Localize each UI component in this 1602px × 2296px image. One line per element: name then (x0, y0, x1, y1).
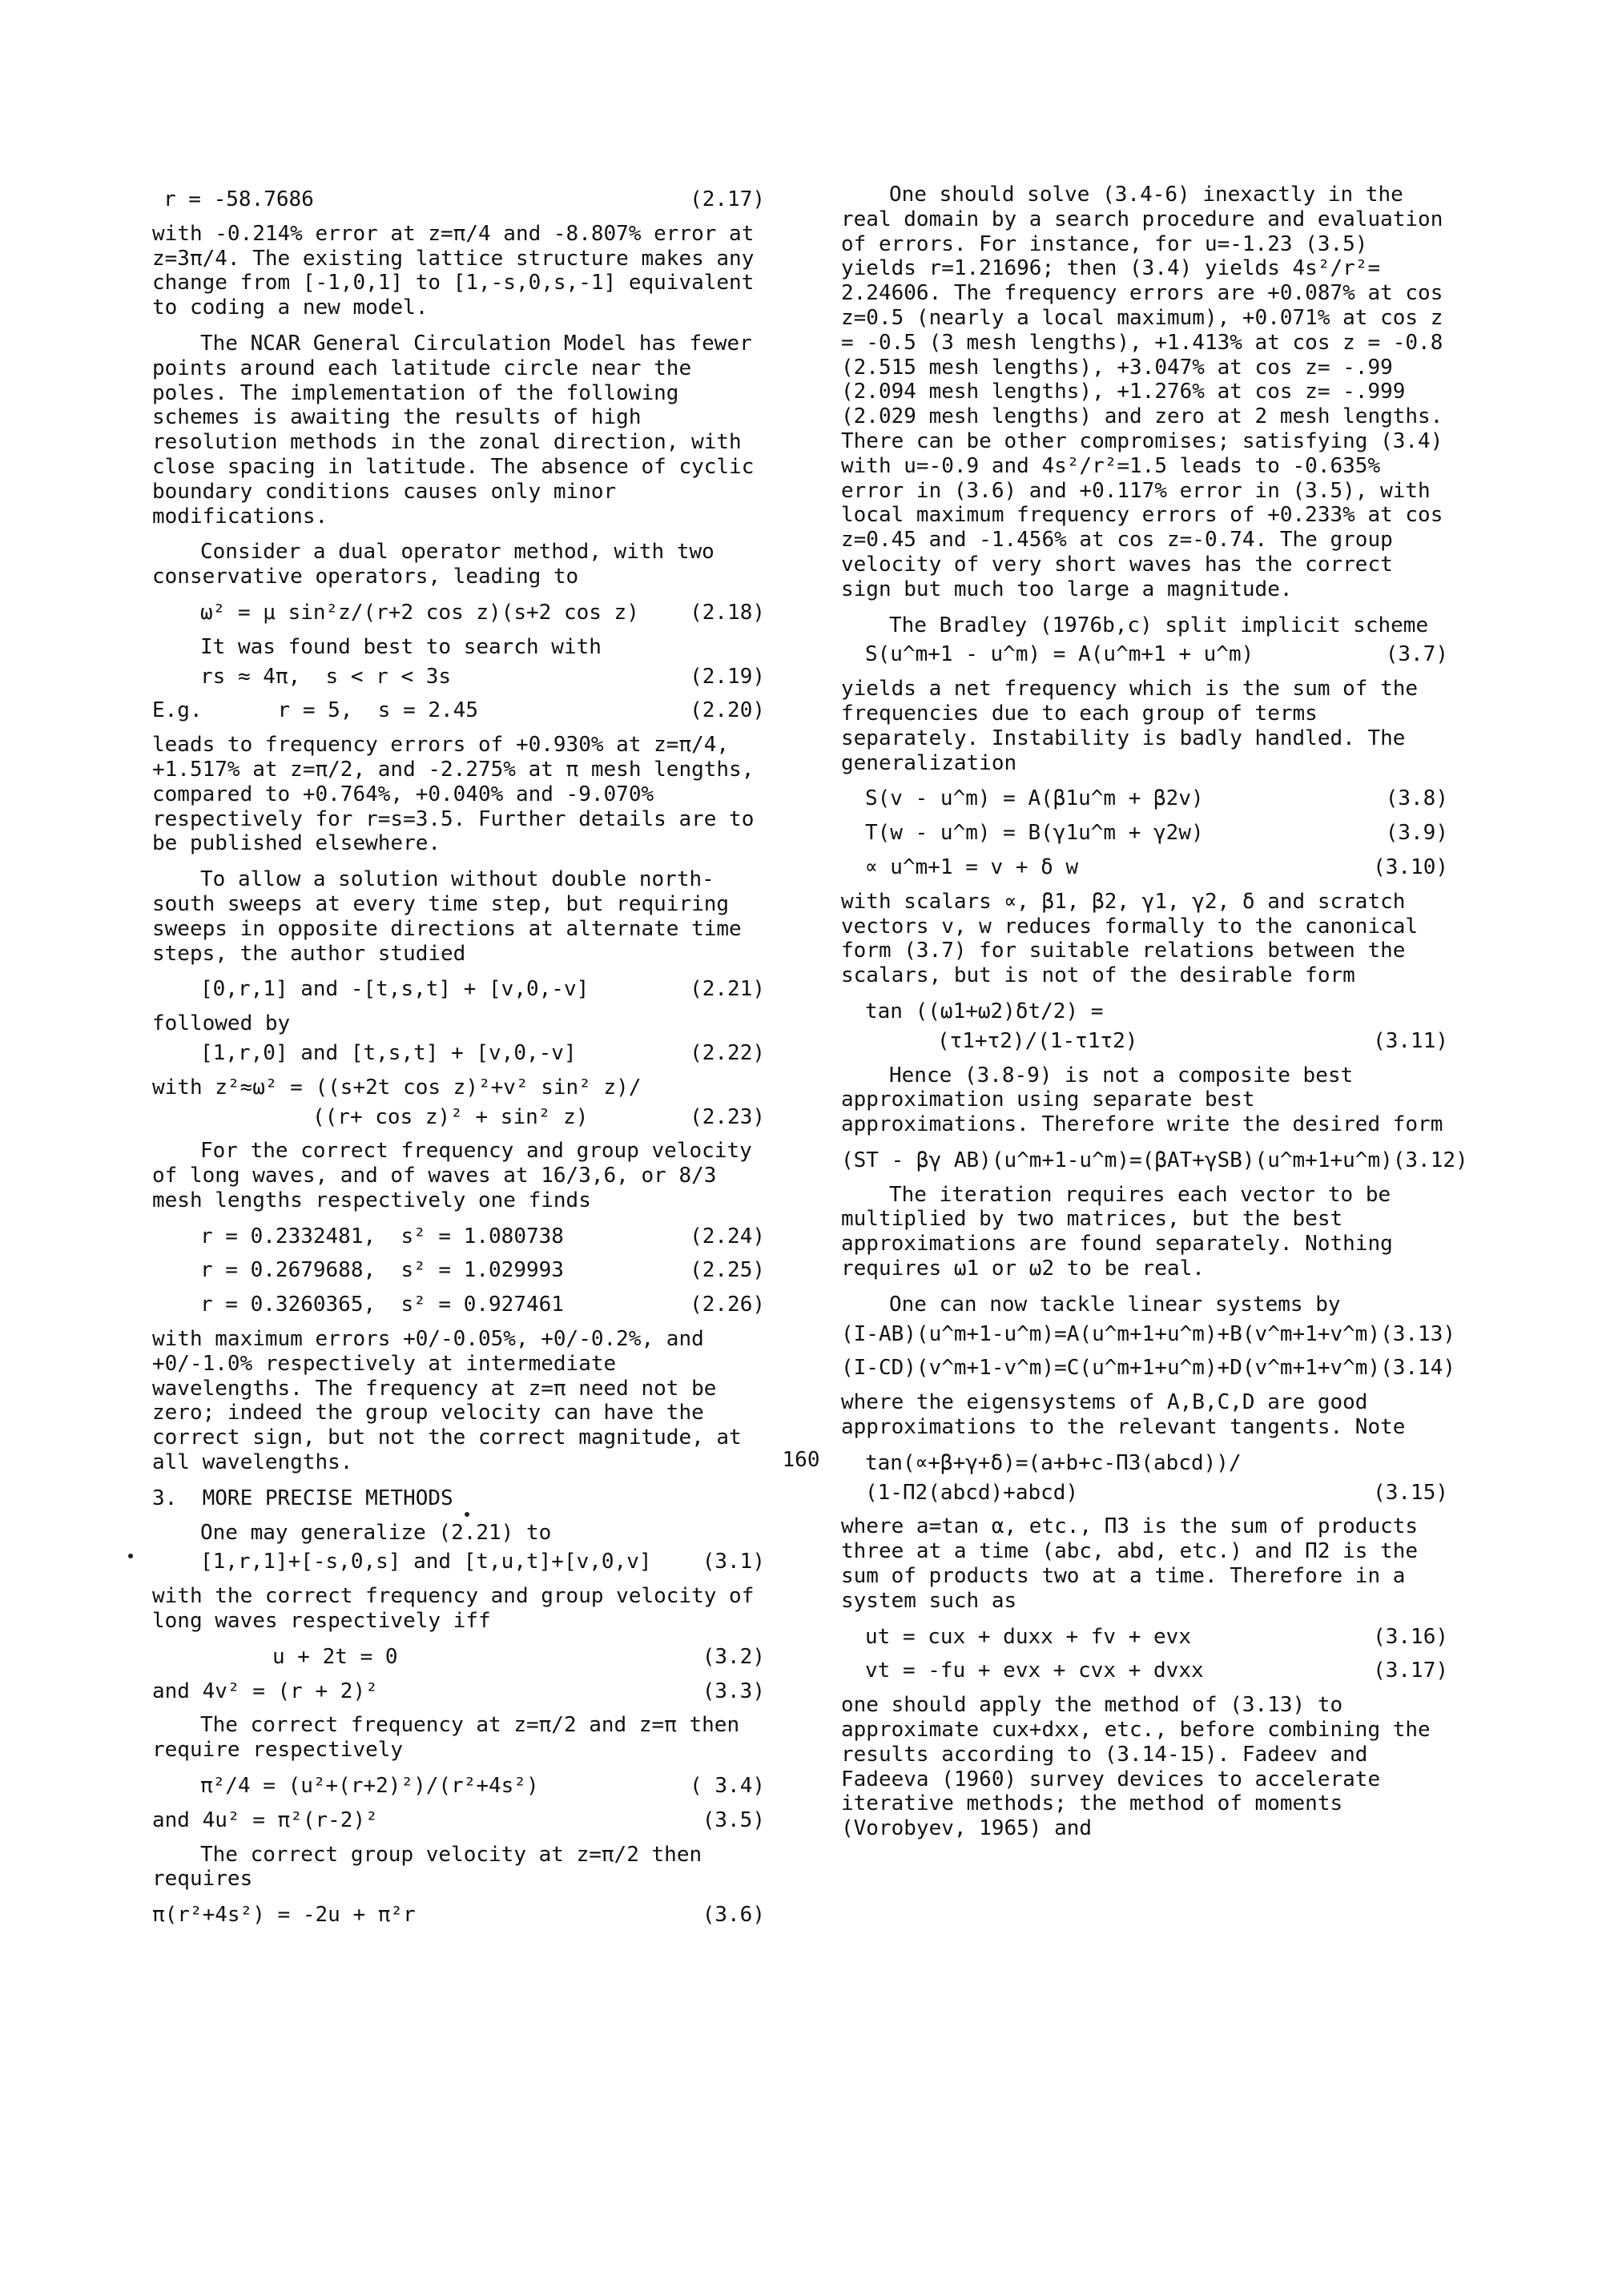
paragraph: with the correct frequency and group velocity of long waves respectively iff (152, 1584, 755, 1634)
equation-number: (2.21) (690, 977, 765, 1002)
paragraph: where a=tan α, etc., Π3 is the sum of products three at a time (abc, abd, etc.) and Π2 is the sum of products two at a time. Therefore in a system such as (841, 1514, 1419, 1613)
equation-3-17 (841, 1659, 1448, 1683)
equation-lhs: r = 0.3260365, s² = 0.927461 (200, 1293, 564, 1317)
equation-lhs: π(r²+4s²) = -2u + π²r (152, 1903, 416, 1928)
equation-lhs: T(w - u^m) = B(γ1u^m + γ2w) (865, 821, 1204, 846)
paragraph: The Bradley (1976b,c) split implicit scheme (889, 613, 1429, 637)
paragraph: Hence (3.8-9) is not a composite best approximation using separate best approximations. Therefore write the desired form (841, 1063, 1443, 1137)
section-heading: 3. MORE PRECISE METHODS (152, 1486, 453, 1510)
equation-lhs: [1,r,1]+[-s,0,s] and [t,u,t]+[v,0,v] (200, 1550, 652, 1574)
equation-3-1 (152, 1550, 765, 1574)
equation-lhs: (τ1+τ2)/(1-τ1τ2) (937, 1028, 1138, 1053)
equation-3-4 (152, 1774, 765, 1799)
equation-number: (3.16) (1373, 1624, 1448, 1649)
equation-3-11-line2 (841, 1029, 1448, 1054)
equation-number: (2.22) (690, 1040, 765, 1065)
equation-lhs: π²/4 = (u²+(r+2)²)/(r²+4s²) (200, 1774, 539, 1799)
paragraph: with scalars ∝, β1, β2, γ1, γ2, δ and scratch vectors v, w reduces formally to the canonical form (3.7) for suitable relations between the scalars, but is not of the desirable form (841, 889, 1419, 988)
equation-number: (3.11) (1373, 1028, 1448, 1053)
paragraph: with -0.214% error at z=π/4 and -8.807% error at z=3π/4. The existing lattice structure makes any change from [-1,0,1] to [1,-s,0,s,-1] equivalent to coding a new model. (152, 221, 755, 320)
equation-3-5 (152, 1808, 765, 1833)
paragraph: It was found best to search with (200, 634, 602, 659)
equation-3-10 (841, 855, 1448, 880)
equation-number: (3.14) (1380, 1356, 1456, 1381)
equation-2-26 (152, 1293, 765, 1317)
equation-2-20 (152, 698, 765, 723)
equation-lhs: (I-AB)(u^m+1-u^m)=A(u^m+1+u^m)+B(v^m+1+v^m) (841, 1321, 1381, 1346)
equation-3-8 (841, 786, 1448, 811)
left-column (152, 183, 765, 1937)
equation-lhs: (1-Π2(abcd)+abcd) (865, 1480, 1079, 1505)
paragraph: To allow a solution without double north-south sweeps at every time step, but requiring sweeps in opposite directions at alternate time steps, the author studied (152, 867, 742, 966)
paragraph: The NCAR General Circulation Model has fewer points around each latitude circle near the poles. The implementation of the following schemes is awaiting the results of high resolution methods in the zonal direction, with close spacing in latitude. The absence of cyclic boundary conditions causes only minor modifications. (152, 331, 755, 529)
equation-lhs: rs ≈ 4π, s < r < 3s (200, 664, 452, 689)
equation-2-17 (152, 187, 765, 212)
equation-3-9 (841, 821, 1448, 846)
paragraph: where the eigensystems of A,B,C,D are good approximations to the relevant tangents. Note (841, 1390, 1406, 1440)
equation-number: (3.1) (702, 1550, 765, 1574)
right-column (841, 183, 1468, 1852)
equation-lhs: ((r+ cos z)² + sin² z) (312, 1104, 589, 1129)
equation-number: (2.19) (690, 664, 765, 689)
equation-3-12 (841, 1148, 1468, 1173)
equation-number: (3.15) (1373, 1480, 1448, 1505)
equation-lhs: with z²≈ω² = ((s+2t cos z)²+v² sin² z)/ (152, 1075, 642, 1100)
paragraph: yields a net frequency which is the sum of the frequencies due to each group of terms separately. Instability is badly handled. The generalization (841, 677, 1419, 775)
equation-lhs: tan(∝+β+γ+δ)=(a+b+c-Π3(abcd))/ (865, 1450, 1242, 1475)
equation-3-14 (841, 1356, 1456, 1381)
equation-2-23-line2 (152, 1105, 765, 1130)
equation-2-22 (152, 1041, 765, 1066)
equation-lhs: (I-CD)(v^m+1-v^m)=C(u^m+1+u^m)+D(v^m+1+v^m) (841, 1356, 1381, 1381)
equation-lhs: ω² = μ sin²z/(r+2 cos z)(s+2 cos z) (200, 600, 639, 625)
equation-number: (2.24) (690, 1224, 765, 1249)
equation-number: (3.3) (702, 1679, 765, 1703)
equation-3-13 (841, 1321, 1456, 1347)
equation-2-18 (152, 601, 765, 625)
equation-lhs: ∝ u^m+1 = v + δ w (865, 854, 1079, 879)
scan-speck (128, 1554, 133, 1558)
paragraph: Consider a dual operator method, with two conservative operators, leading to (152, 540, 714, 589)
equation-number: ( 3.4) (690, 1774, 765, 1799)
equation-number: (2.18) (690, 600, 765, 625)
equation-2-21 (152, 977, 765, 1002)
equation-3-15-line2 (841, 1481, 1448, 1506)
equation-number: (3.10) (1373, 854, 1448, 879)
equation-lhs: E.g. r = 5, s = 2.45 (152, 698, 478, 723)
equation-number: (2.23) (690, 1104, 765, 1129)
equation-3-3 (152, 1679, 765, 1704)
equation-2-19 (152, 665, 765, 690)
equation-lhs: u + 2t = 0 (272, 1644, 398, 1669)
paragraph: leads to frequency errors of +0.930% at z=π/4, +1.517% at z=π/2, and -2.275% at π mesh lengths, compared to +0.764%, +0.040% and -9.070% respectively for r=s=3.5. Further details are to be published elsewhere. (152, 733, 755, 856)
scan-speck (465, 1512, 469, 1517)
equation-lhs: and 4v² = (r + 2)² (152, 1679, 378, 1703)
paragraph: The iteration requires each vector to be multiplied by two matrices, but the best approximations are found separately. Nothing requires ω1 or ω2 to be real. (841, 1182, 1393, 1281)
equation-2-23-line1 (152, 1076, 765, 1100)
equation-number: (3.9) (1385, 821, 1448, 846)
paragraph: One should solve (3.4-6) inexactly in the real domain by a search procedure and evaluation of errors. For instance, for u=-1.23 (3.5) yields r=1.21696; then (3.4) yields 4s²/r²= 2.24606. The frequency errors are +0.087% at cos z=0.5 (nearly a local maximum), +0.071% at cos z = -0.5 (3 mesh lengths), +1.413% at cos z = -0.8 (2.515 mesh lengths), +3.047% at cos z= -.99 (2.094 mesh lengths), +1.276% at cos z= -.999 (2.029 mesh lengths) and zero at 2 mesh lengths. There can be other compromises; satisfying (3.4) with u=-0.9 and 4s²/r²=1.5 leads to -0.635% error in (3.6) and +0.117% error in (3.5), with local maximum frequency errors of +0.233% at cos z=0.45 and -1.456% at cos z=-0.74. The group velocity of very short waves has the correct sign but much too large a magnitude. (841, 183, 1443, 601)
equation-number: (3.17) (1373, 1659, 1448, 1683)
paragraph: For the correct frequency and group velocity of long waves, and of waves at 16/3,6, or 8/3 mesh lengths respectively one finds (152, 1139, 752, 1212)
equation-lhs: [1,r,0] and [t,s,t] + [v,0,-v] (200, 1040, 577, 1065)
equation-3-16 (841, 1625, 1448, 1650)
paragraph: with maximum errors +0/-0.05%, +0/-0.2%, and +0/-1.0% respectively at intermediate wavelengths. The frequency at z=π need not be zero; indeed the group velocity can have the correct sign, but not the correct magnitude, at all wavelengths. (152, 1327, 742, 1475)
equation-3-7 (841, 642, 1448, 667)
equation-3-6 (152, 1903, 765, 1928)
equation-lhs: S(v - u^m) = A(β1u^m + β2v) (865, 786, 1204, 811)
equation-3-2 (152, 1645, 765, 1670)
equation-lhs: r = 0.2332481, s² = 1.080738 (200, 1224, 564, 1249)
equation-lhs: (ST - βγ AB)(u^m+1-u^m)=(βAT+γSB)(u^m+1+u^m) (841, 1148, 1393, 1172)
equation-lhs: tan ((ω1+ω2)δt/2) = (865, 999, 1104, 1023)
equation-number: (3.5) (702, 1807, 765, 1832)
equation-lhs: r = -58.7686 (163, 187, 314, 211)
paragraph: one should apply the method of (3.13) to approximate cux+dxx, etc., before combining the results according to (3.14-15). Fadeev and Fadeeva (1960) survey devices to accelerate iterative methods; the method of moments (Vorobyev, 1965) and (841, 1693, 1431, 1841)
equation-number: (3.13) (1380, 1321, 1456, 1346)
equation-lhs: S(u^m+1 - u^m) = A(u^m+1 + u^m) (865, 642, 1254, 667)
paragraph: The correct group velocity at z=π/2 then requires (152, 1842, 702, 1892)
paragraph: followed by (152, 1011, 291, 1036)
equation-lhs: vt = -fu + evx + cvx + dvxx (865, 1659, 1204, 1683)
paragraph: One can now tackle linear systems by (889, 1292, 1341, 1317)
equation-number: (2.17) (690, 187, 765, 211)
equation-number: (2.26) (690, 1293, 765, 1317)
paragraph: The correct frequency at z=π/2 and z=π then require respectively (152, 1713, 740, 1763)
equation-lhs: and 4u² = π²(r-2)² (152, 1807, 378, 1832)
equation-2-24 (152, 1224, 765, 1249)
equation-2-25 (152, 1258, 765, 1283)
equation-number: (2.20) (690, 698, 765, 723)
paragraph: One may generalize (2.21) to (200, 1520, 552, 1545)
equation-lhs: ut = cux + duxx + fv + evx (865, 1624, 1191, 1649)
equation-number: (3.6) (702, 1903, 765, 1928)
equation-lhs: r = 0.2679688, s² = 1.029993 (200, 1258, 564, 1283)
equation-number: (3.2) (702, 1644, 765, 1669)
equation-number: (3.8) (1385, 786, 1448, 811)
page-number: 160 (782, 1448, 820, 1472)
equation-number: (3.12) (1392, 1148, 1468, 1172)
equation-lhs: [0,r,1] and -[t,s,t] + [v,0,-v] (200, 977, 590, 1002)
equation-3-11-line1 (841, 999, 1448, 1024)
equation-number: (3.7) (1385, 642, 1448, 667)
equation-number: (2.25) (690, 1258, 765, 1283)
